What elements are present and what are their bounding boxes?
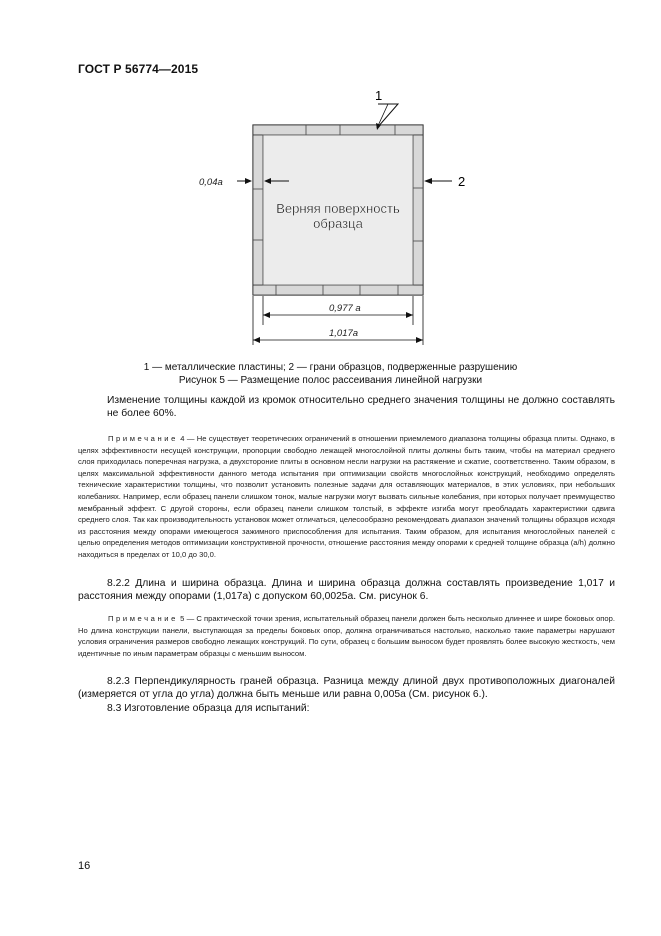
figure-5-diagram [0, 0, 661, 360]
note-4-text: — Не существует теоретических ограничений в отношении приемлемого диапазона толщины образца плиты. Однако, в целях эффективности несущей конструкции, пропорции свободно лежащей многослойной плиты должны быть таким, чтобы на материал среднего слоя приходилась поперечная нагрузка, а двухстороние плиты в основном несли нагрузки на растяжение и сжатие, соответственно. Таким образом, в целях максимальной эффективности данного метода испытания при оптимизации свойств многослойных конструкций, необходимо определять технические характеристики толщины, что позволит установить полезные задачи для оставляющих материалов, в этих условиях, при небольших колебаниях. Например, если образец панели слишком тонок, малые нагрузки могут вызвать сильные колебания, при которых получает преимущество мембранный эффект. С другой стороны, если образец панели слишком толстый, в эффекте изгиба могут преобладать характеристики сдвига среднего слоя. Так как производительность установок может отличаться, целесообразно рекомендовать диапазон значений толщины образцов исходя из расстояния между опорами имеющегося зажимного приспособления для испытания. Таким образом, для испытания многослойных панелей с целью определения методов оптимизации конструктивной прочности, отношение расстояния между опорами к средней толщине образца (a/h) должно находиться в пределах от 10,0 до 30,0. [78, 434, 615, 559]
callout-1-label: 1 [375, 88, 383, 103]
note-4 [78, 433, 615, 561]
dim-strip-label: 0,04a [199, 177, 223, 188]
document-header: ГОСТ Р 56774—2015 [78, 62, 199, 76]
paragraph-8-2-3: 8.2.3 Перпендикулярность граней образца. Разница между длиной двух противоположных диагоналей (измеряется от угла до угла) должна быть меньше или равна 0,005а (См. рисунок 6.). [78, 676, 615, 700]
surface-label-line2: образца [313, 216, 363, 231]
dim-outer-label: 1,017a [329, 328, 359, 339]
dim-inner-label: 0,977 a [329, 303, 361, 314]
note-5-label: Примечание [108, 614, 178, 623]
figure-title: Рисунок 5 — Размещение полос рассеивания линейной нагрузки [178, 375, 483, 386]
paragraph-thickness: Изменение толщины каждой из кромок относительно среднего значения толщины не должно составлять не более 60%. [107, 395, 615, 419]
callout-2-label: 2 [458, 174, 466, 189]
surface-label-line1: Верняя поверхность [276, 201, 400, 216]
note-5 [78, 613, 615, 659]
note-4-label: Примечание [108, 434, 178, 443]
paragraph-8-3: 8.3 Изготовление образца для испытаний: [107, 703, 310, 714]
note-4-number: 4 [180, 434, 185, 443]
paragraph-8-2-2: 8.2.2 Длина и ширина образца. Длина и ширина образца должна составлять произведение 1,017 и расстояния между опорами (1,017а) с допуском 60,0025а. См. рисунок 6. [78, 578, 615, 602]
note-5-number: 5 [180, 614, 185, 623]
page-number: 16 [78, 860, 91, 872]
figure-legend: 1 — металлические пластины; 2 — грани образцов, подверженные разрушению [143, 362, 518, 373]
note-5-text: — С практической точки зрения, испытательный образец панели должен быть несколько длиннее и шире боковых опор. Но длина конструкции панели, выступающая за пределы боковых опор, должна ограничиваться настолько, насколько такие параметры нарушают условия ограничения размеров свободно лежащих конструкций. По сути, образец с большим выносом будет проявлять более высокую жесткость, чем идентичные по иным параметрам образцы с меньшим выносом. [78, 614, 615, 658]
